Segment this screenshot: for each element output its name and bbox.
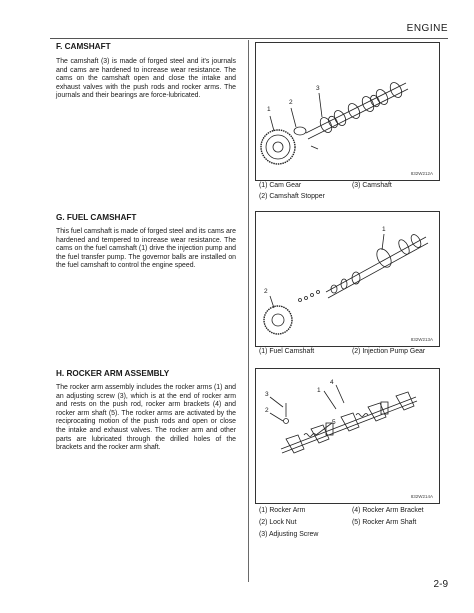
section-title-fuel-camshaft: G. FUEL CAMSHAFT: [56, 213, 137, 222]
callout-2: 2: [289, 99, 293, 106]
callout-1: 1: [267, 106, 271, 113]
caption-cam-gear: (1) Cam Gear: [259, 182, 302, 189]
callout-4: 4: [330, 379, 334, 386]
callout-2: 2: [265, 407, 269, 414]
figure-rocker-arm: [255, 368, 440, 504]
camshaft-drawing: [256, 43, 439, 180]
figure-code: 832W213A: [410, 337, 433, 342]
callout-5: 5: [332, 419, 336, 426]
figure-camshaft: [255, 42, 440, 181]
callout-2: 2: [264, 288, 268, 295]
section-title-rocker-arm: H. ROCKER ARM ASSEMBLY: [56, 369, 170, 378]
fuel-camshaft-drawing: [256, 212, 439, 346]
section-body-camshaft: The camshaft (3) is made of forged steel and it's journals and cams are hardened to increase wear resistance. The cams on the camshaft open and close the intake and exhaust valves with the push rods and rocker arms. The journals and their bearings are force-lubricated.: [56, 58, 236, 100]
caption-camshaft-stopper: (2) Camshaft Stopper: [259, 193, 325, 200]
section-body-rocker-arm: The rocker arm assembly includes the rocker arms (1) and an adjusting screw (3), which is at the end of rocker arm and rests on the push rod, rocker arm brackets (4) and rocker arm shaft (5). The rocker arms are activated by the reciprocating motion of the push rods and open or close the intake and exhaust valves. The rocker arm and other parts are lubricated through the drilled holes of the brackets and the rocker arm shaft.: [56, 384, 236, 452]
caption-fuel-camshaft: (1) Fuel Camshaft: [259, 348, 315, 355]
section-body-fuel-camshaft: This fuel camshaft is made of forged steel and its cams are hardened and tempered to increase wear resistance. The cams on the fuel camshaft (1) drive the injection pump and the fuel transfer pump. The governor balls are installed on the fuel camshaft to control the engine speed.: [56, 228, 237, 270]
callout-3: 3: [265, 391, 269, 398]
page-number: 2-9: [433, 579, 448, 590]
caption-camshaft: (3) Camshaft: [352, 182, 392, 189]
figure-code: 832W214A: [410, 494, 433, 499]
figure-fuel-camshaft: [255, 211, 440, 347]
caption-adjusting-screw: (3) Adjusting Screw: [259, 531, 319, 538]
page-header-title: ENGINE: [406, 23, 448, 34]
section-title-camshaft: F. CAMSHAFT: [56, 42, 111, 51]
rocker-arm-drawing: [256, 369, 439, 503]
caption-injection-pump-gear: (2) Injection Pump Gear: [352, 348, 426, 355]
caption-rocker-arm-shaft: (5) Rocker Arm Shaft: [352, 519, 417, 526]
callout-3: 3: [316, 85, 320, 92]
header-rule: [50, 38, 448, 39]
caption-rocker-arm: (1) Rocker Arm: [259, 507, 306, 514]
callout-1: 1: [382, 226, 386, 233]
caption-lock-nut: (2) Lock Nut: [259, 519, 297, 526]
column-divider: [248, 40, 249, 582]
caption-rocker-arm-bracket: (4) Rocker Arm Bracket: [352, 507, 424, 514]
figure-code: 832W212A: [410, 171, 433, 176]
callout-1: 1: [317, 387, 321, 394]
